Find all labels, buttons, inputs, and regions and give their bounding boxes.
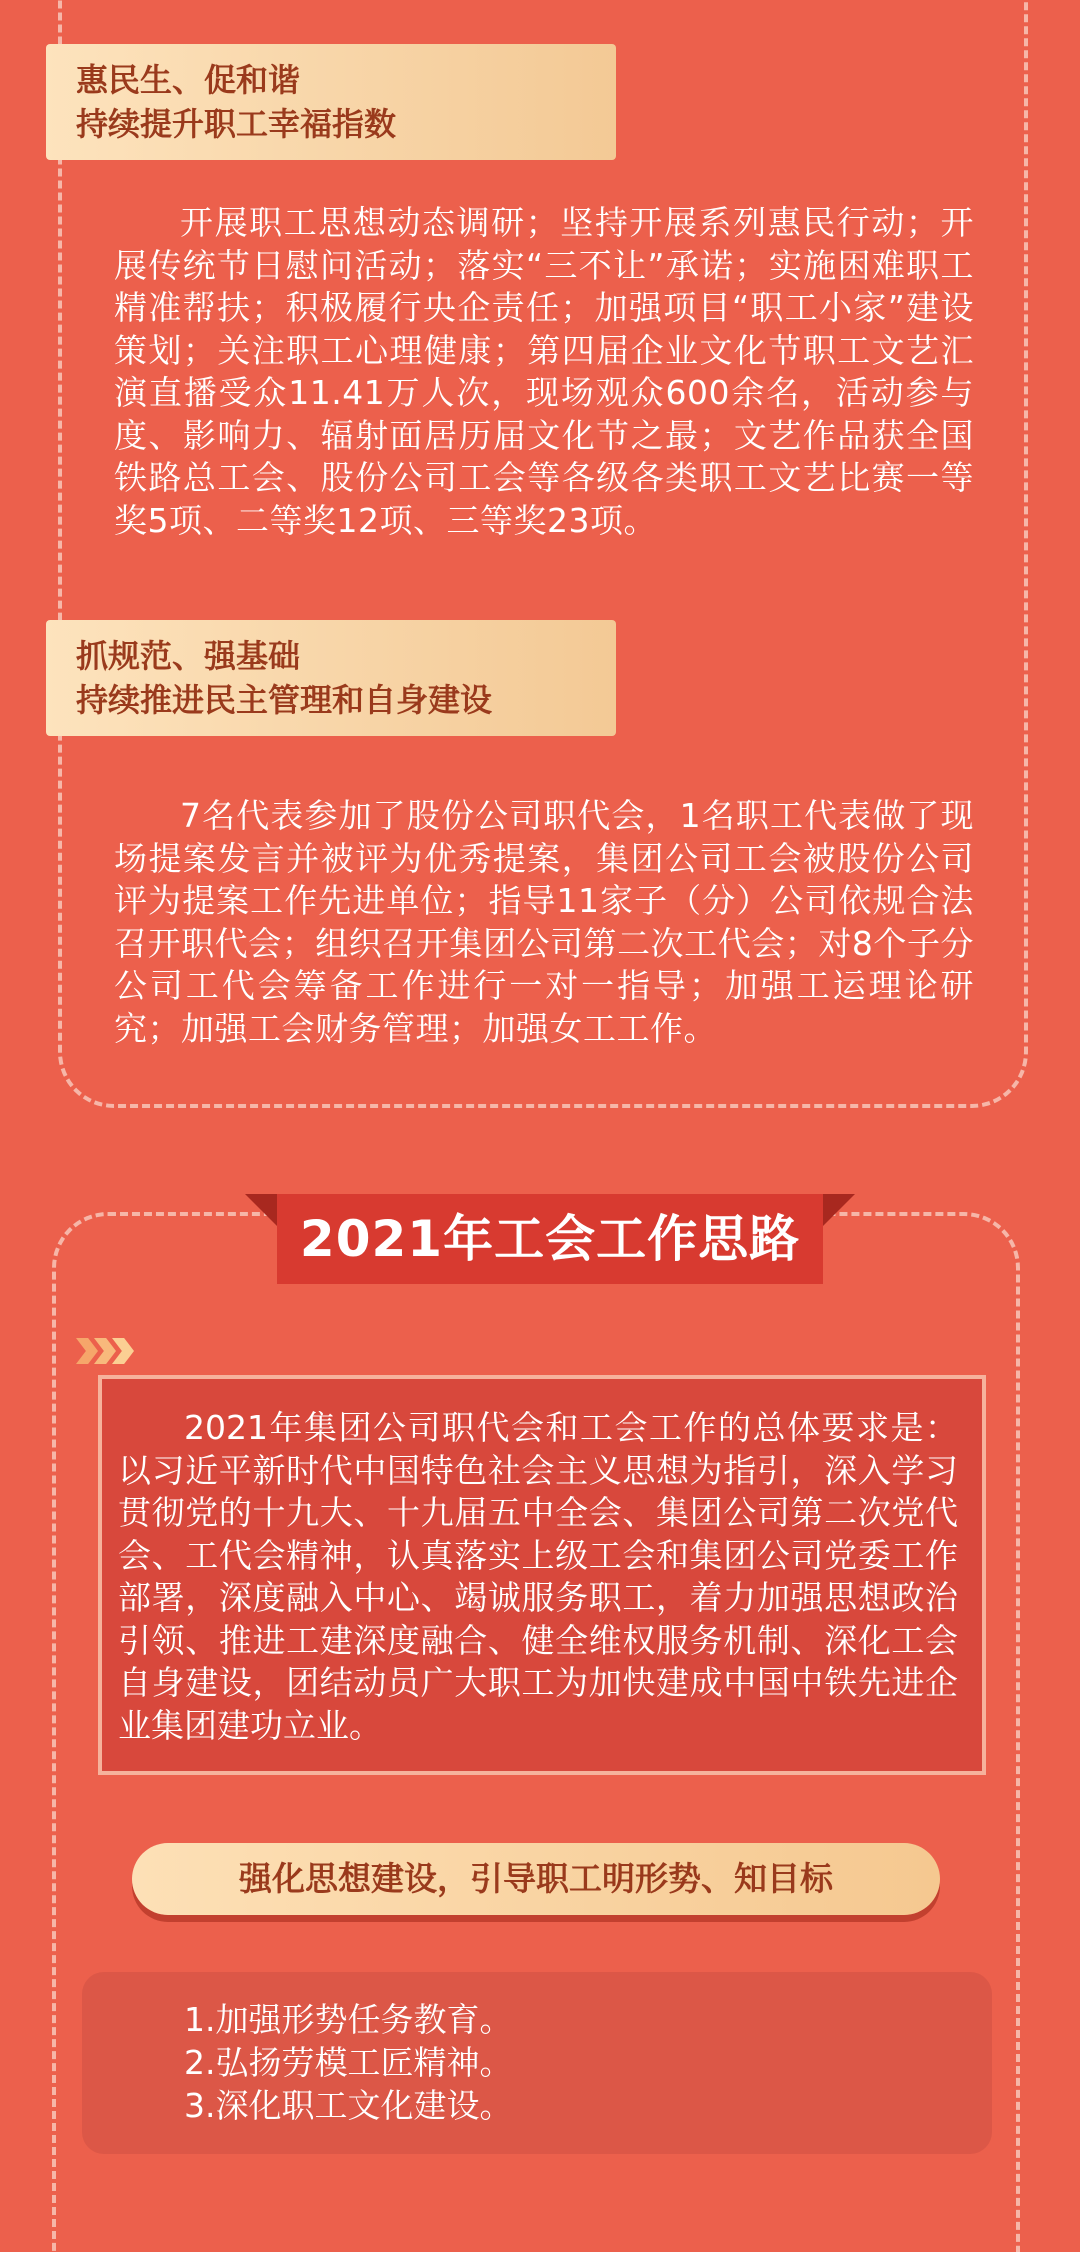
ideology-heading-pill: 强化思想建设，引导职工明形势、知目标 [132, 1843, 940, 1915]
list-item: 2.弘扬劳模工匠精神。 [184, 2043, 513, 2082]
overall-requirements-text: 2021年集团公司职代会和工会工作的总体要求是： 以习近平新时代中国特色社会主义思想为指引，深入学习贯彻党的十九大、十九届五中全会、集团公司第二次党代会、工代会精神，认真落实上级工会和集团公司党委工作部署，深度融入中心、竭诚服务职工，着力加强思想政治引领、推进工建深度融合、健全维权服务机制、深化工会自身建设，团结动员广大职工为加快建成中国中铁先进企业集团建功立业。 [118, 1408, 958, 1745]
list-item: 1.加强形势任务教育。 [184, 2000, 513, 2039]
list-item: 3.深化职工文化建设。 [184, 2086, 513, 2125]
overall-requirements-box [98, 1375, 986, 1775]
banner-fold-right [819, 1194, 855, 1230]
banner-fold-left [245, 1194, 281, 1230]
section-banner [245, 1194, 855, 1284]
banner-title: 2021年工会工作思路 [277, 1194, 823, 1284]
democratic-management-paragraph: 7名代表参加了股份公司职代会，1名职工代表做了现场提案发言并被评为优秀提案，集团公司工会被股份公司评为提案工作先进单位；指导11家子（分）公司依规合法召开职代会；组织召开集团公司第二次工代会；对8个子分公司工代会筹备工作进行一对一指导；加强工运理论研究；加强工会财务管理；加强女工工作。 [114, 796, 974, 1048]
section-heading-democratic-management [46, 620, 616, 736]
heading-line-1: 抓规范、强基础 [76, 637, 301, 675]
measures-list [82, 1972, 992, 2154]
chevron-right-icon [76, 1338, 98, 1364]
heading-line-2: 持续推进民主管理和自身建设 [76, 681, 493, 719]
heading-line-1: 惠民生、促和谐 [76, 61, 301, 99]
welfare-paragraph: 开展职工思想动态调研；坚持开展系列惠民行动；开展传统节日慰问活动；落实“三不让”承诺；实施困难职工精准帮扶；积极履行央企责任；加强项目“职工小家”建设策划；关注职工心理健康；第四届企业文化节职工文艺汇演直播受众11.41万人次，现场观众600余名，活动参与度、影响力、辐射面居历届文化节之最；文艺作品获全国铁路总工会、股份公司工会等各级各类职工文艺比赛一等奖5项、二等奖12项、三等奖23项。 [114, 203, 974, 540]
triple-chevron-right-icon [76, 1338, 130, 1366]
heading-line-2: 持续提升职工幸福指数 [76, 105, 397, 143]
section-heading-welfare [46, 44, 616, 160]
